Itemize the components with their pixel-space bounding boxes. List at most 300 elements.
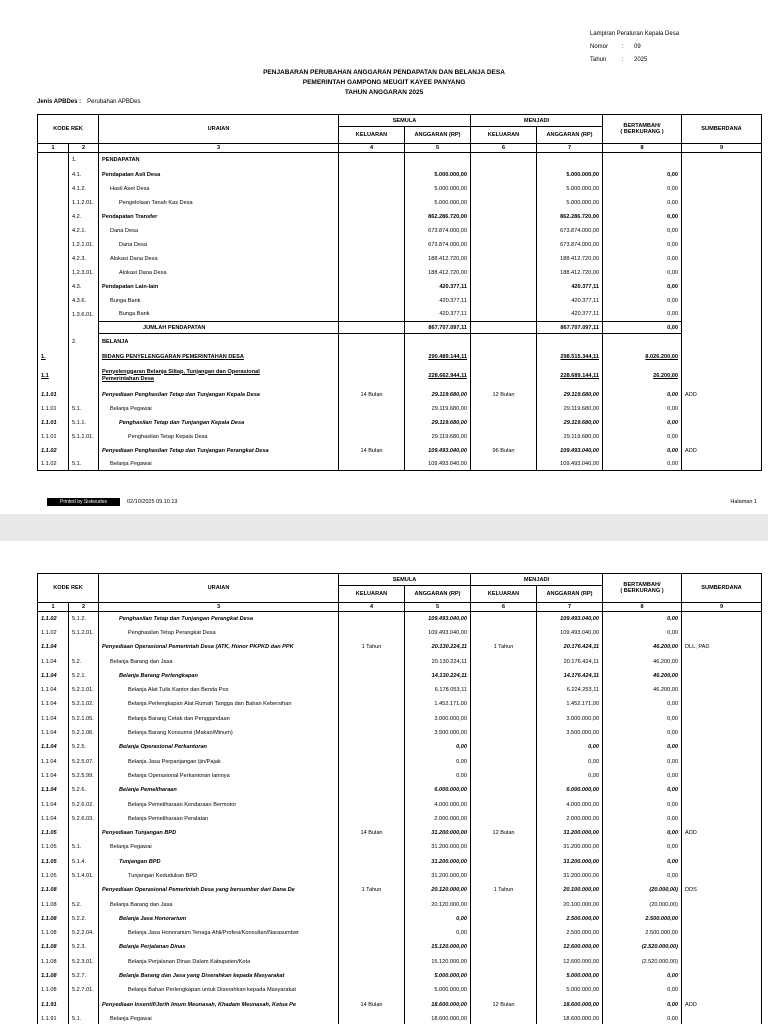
uraian-cell	[99, 364, 339, 388]
uraian-header: URAIAN	[99, 115, 339, 144]
column-number: 6	[471, 144, 537, 153]
uraian-text: PENDAPATAN	[102, 157, 140, 164]
sumberdana	[682, 840, 762, 854]
semula-anggaran: 0,00	[405, 754, 471, 768]
sumberdana	[682, 740, 762, 754]
sumberdana	[682, 812, 762, 826]
menjadi-keluaran	[471, 712, 537, 726]
table-row	[38, 458, 762, 471]
menjadi-anggaran: 29.119.680,00	[537, 402, 603, 416]
kode-rek-b: 1.2.1.01.	[69, 238, 99, 252]
uraian-text: Penyediaan Insentif/Jerih Imum Meunasah, Khadam Meunasah, Ketua Pe	[102, 1001, 296, 1008]
table-row	[38, 869, 762, 883]
column-number: 7	[537, 144, 603, 153]
sumberdana: DLL, PAD	[682, 640, 762, 654]
kode-rek-a: 1.1.04	[38, 712, 69, 726]
kode-rek-a: 1.1.04	[38, 754, 69, 768]
kode-rek-b: 5.1.1.	[69, 416, 99, 430]
menjadi-anggaran: 109.493.040,00	[537, 626, 603, 640]
menjadi-anggaran: 2.500.000,00	[537, 912, 603, 926]
menjadi-anggaran: 3.000.000,00	[537, 712, 603, 726]
uraian-cell	[99, 697, 339, 711]
semula-keluaran: 14 Bulan	[339, 998, 405, 1012]
menjadi-anggaran: 20.176.424,11	[537, 654, 603, 668]
tahun-label: Tahun	[590, 57, 607, 63]
kode-rek-a: 1.1.08	[38, 926, 69, 940]
semula-keluaran: 1 Tahun	[339, 883, 405, 897]
sumberdana	[682, 210, 762, 224]
kode-rek-b: 5.2.1.05.	[69, 712, 99, 726]
bertambah-berkurang: 0,00	[603, 797, 682, 811]
uraian-text: Penghasilan Tetap dan Tunjangan Perangkat Desa	[119, 615, 253, 622]
table-body	[38, 612, 762, 1024]
bertambah-berkurang: 0,00	[603, 444, 682, 458]
table-row	[38, 955, 762, 969]
column-number: 4	[339, 603, 405, 612]
bertambah-berkurang: 0,00	[603, 626, 682, 640]
semula-keluaran	[339, 402, 405, 416]
semula-anggaran: 5.000.000,00	[405, 182, 471, 196]
menjadi-keluaran-header: KELUARAN	[471, 586, 537, 603]
semula-keluaran	[339, 430, 405, 444]
uraian-cell	[99, 926, 339, 940]
semula-keluaran	[339, 350, 405, 364]
semula-keluaran	[339, 654, 405, 668]
semula-keluaran	[339, 334, 405, 350]
uraian-cell	[99, 969, 339, 983]
semula-keluaran	[339, 196, 405, 210]
bertambah-berkurang: 0,00	[603, 983, 682, 997]
column-number: 4	[339, 144, 405, 153]
sumberdana	[682, 869, 762, 883]
menjadi-keluaran: 12 Bulan	[471, 998, 537, 1012]
menjadi-keluaran	[471, 153, 537, 168]
menjadi-keluaran	[471, 669, 537, 683]
menjadi-keluaran	[471, 308, 537, 322]
kode-rek-b	[69, 364, 99, 388]
uraian-cell	[99, 912, 339, 926]
semula-keluaran	[339, 210, 405, 224]
budget-table-page-1	[37, 114, 762, 471]
semula-anggaran: 420.377,11	[405, 308, 471, 322]
kode-rek-a	[38, 266, 69, 280]
bertambah-berkurang: 0,00	[603, 294, 682, 308]
uraian-cell	[99, 783, 339, 797]
semula-anggaran: 188.412.720,00	[405, 266, 471, 280]
semula-keluaran	[339, 940, 405, 954]
uraian-cell	[99, 897, 339, 911]
menjadi-keluaran	[471, 697, 537, 711]
menjadi-keluaran: 1 Tahun	[471, 640, 537, 654]
table-row	[38, 697, 762, 711]
semula-keluaran	[339, 712, 405, 726]
uraian-cell	[99, 683, 339, 697]
bertambah-berkurang: 0,00	[603, 210, 682, 224]
sumberdana	[682, 294, 762, 308]
bertambah-berkurang: 0,00	[603, 855, 682, 869]
kode-rek-b: 5.2.6.03.	[69, 812, 99, 826]
table-row	[38, 626, 762, 640]
menjadi-keluaran	[471, 458, 537, 471]
uraian-text: Belanja Alat Tulis Kantor dan Benda Pos	[128, 687, 229, 694]
semula-anggaran: 228.662.944,11	[405, 364, 471, 388]
semula-keluaran	[339, 669, 405, 683]
kode-rek-a: 1.1.08	[38, 897, 69, 911]
semula-keluaran	[339, 294, 405, 308]
kode-rek-b: 5.2.3.	[69, 940, 99, 954]
kode-rek-b: 5.2.1.06.	[69, 726, 99, 740]
uraian-cell	[99, 168, 339, 182]
kode-rek-a	[38, 196, 69, 210]
kode-rek-b: 5.1.	[69, 1012, 99, 1024]
table-row	[38, 444, 762, 458]
menjadi-keluaran	[471, 912, 537, 926]
menjadi-anggaran: 2.500.000,00	[537, 926, 603, 940]
column-number: 2	[69, 603, 99, 612]
bertambah-header	[603, 115, 682, 144]
uraian-cell	[99, 224, 339, 238]
menjadi-keluaran	[471, 266, 537, 280]
semula-anggaran: 6.178.053,11	[405, 683, 471, 697]
column-number: 7	[537, 603, 603, 612]
sumberdana: ADD	[682, 388, 762, 402]
bertambah-berkurang: 0,00	[603, 740, 682, 754]
menjadi-keluaran	[471, 350, 537, 364]
menjadi-keluaran	[471, 294, 537, 308]
semula-anggaran: 31.200.000,00	[405, 840, 471, 854]
uraian-cell	[99, 812, 339, 826]
menjadi-anggaran: 31.200.000,00	[537, 826, 603, 840]
menjadi-keluaran	[471, 840, 537, 854]
semula-anggaran: 420.377,11	[405, 294, 471, 308]
table-row	[38, 224, 762, 238]
menjadi-keluaran	[471, 182, 537, 196]
menjadi-keluaran	[471, 654, 537, 668]
sumberdana: DDS	[682, 883, 762, 897]
semula-anggaran: 109.493.040,00	[405, 626, 471, 640]
semula-keluaran	[339, 224, 405, 238]
uraian-cell	[99, 334, 339, 350]
uraian-cell	[99, 797, 339, 811]
sumberdana: ADD	[682, 444, 762, 458]
bertambah-berkurang: 2.500.000,00	[603, 926, 682, 940]
sumberdana	[682, 697, 762, 711]
bertambah-label: BERTAMBAH/	[623, 123, 661, 129]
kode-rek-b: 5.2.5.99.	[69, 769, 99, 783]
tahun-line	[590, 56, 647, 64]
semula-keluaran: 1 Tahun	[339, 640, 405, 654]
kode-rek-a: 1.1.08	[38, 883, 69, 897]
table-row	[38, 350, 762, 364]
semula-anggaran: 5.000.000,00	[405, 969, 471, 983]
semula-anggaran: 109.493.040,00	[405, 612, 471, 626]
uraian-text: Tunjangan Kedudukan BPD	[128, 872, 198, 879]
table-row	[38, 726, 762, 740]
semula-keluaran: 14 Bulan	[339, 444, 405, 458]
bertambah-berkurang: 0,00	[603, 969, 682, 983]
semula-keluaran	[339, 912, 405, 926]
bertambah-berkurang: 0,00	[603, 252, 682, 266]
menjadi-anggaran: 29.119.680,00	[537, 388, 603, 402]
uraian-text: Penghasilan Tetap Kepala Desa	[128, 433, 208, 440]
uraian-cell	[99, 416, 339, 430]
semula-anggaran: 3.500.000,00	[405, 726, 471, 740]
bertambah-berkurang: 2.500.000,00	[603, 912, 682, 926]
kode-rek-b	[69, 444, 99, 458]
semula-keluaran	[339, 754, 405, 768]
menjadi-keluaran	[471, 740, 537, 754]
menjadi-anggaran: 5.000.000,00	[537, 196, 603, 210]
semula-keluaran	[339, 726, 405, 740]
menjadi-keluaran	[471, 969, 537, 983]
government-name: PEMERINTAH GAMPONG MEUGIT KAYEE PANYANG	[302, 79, 466, 86]
semula-anggaran: 5.000.000,00	[405, 196, 471, 210]
table-row	[38, 416, 762, 430]
menjadi-anggaran: 5.000.000,00	[537, 969, 603, 983]
berkurang-label: ( BERKURANG )	[620, 588, 664, 594]
semula-keluaran	[339, 612, 405, 626]
uraian-text: Bunga Bank	[110, 297, 141, 304]
report-page-2	[0, 541, 768, 1024]
sumberdana	[682, 754, 762, 768]
semula-header: SEMULA	[339, 574, 471, 586]
semula-keluaran	[339, 238, 405, 252]
uraian-cell	[99, 640, 339, 654]
menjadi-keluaran	[471, 897, 537, 911]
uraian-text: JUMLAH PENDAPATAN	[143, 324, 206, 331]
sumberdana	[682, 769, 762, 783]
table-row	[38, 252, 762, 266]
menjadi-anggaran: 109.493.040,00	[537, 612, 603, 626]
uraian-text: Belanja Pegawai	[110, 405, 152, 412]
uraian-text: BIDANG PENYELENGGARAN PEMERINTAHAN DESA	[102, 353, 244, 360]
menjadi-keluaran	[471, 626, 537, 640]
table-row	[38, 812, 762, 826]
menjadi-anggaran: 6.000.000,00	[537, 783, 603, 797]
menjadi-keluaran	[471, 812, 537, 826]
semula-anggaran: 29.119.680,00	[405, 430, 471, 444]
menjadi-keluaran	[471, 797, 537, 811]
semula-keluaran	[339, 252, 405, 266]
sumberdana	[682, 402, 762, 416]
sumberdana	[682, 683, 762, 697]
kode-rek-a: 1.1.04	[38, 797, 69, 811]
uraian-text: Belanja Bahan Perlengkapan untuk Diserahkan kepada Masyarakat	[128, 987, 296, 994]
table-row	[38, 883, 762, 897]
uraian-cell	[99, 855, 339, 869]
table-row	[38, 308, 762, 322]
bertambah-berkurang: (2.520.000,00)	[603, 940, 682, 954]
table-header	[38, 115, 762, 153]
jenis-value: Perubahan APBDes	[87, 99, 141, 105]
kode-rek-a: 1.1.04	[38, 769, 69, 783]
bertambah-berkurang: 46.200,00	[603, 669, 682, 683]
bertambah-berkurang: 0,00	[603, 182, 682, 196]
table-row	[38, 926, 762, 940]
semula-keluaran	[339, 364, 405, 388]
menjadi-keluaran	[471, 612, 537, 626]
kode-rek-a	[38, 168, 69, 182]
semula-anggaran: 1.452.171,00	[405, 697, 471, 711]
column-number: 9	[682, 603, 762, 612]
semula-anggaran: 290.489.144,11	[405, 350, 471, 364]
kode-rek-a: 1.1.04	[38, 640, 69, 654]
menjadi-anggaran: 5.000.000,00	[537, 983, 603, 997]
uraian-cell	[99, 883, 339, 897]
menjadi-anggaran: 188.412.720,00	[537, 252, 603, 266]
semula-keluaran	[339, 697, 405, 711]
sumberdana	[682, 626, 762, 640]
semula-keluaran	[339, 740, 405, 754]
uraian-text: Belanja Barang dan Jasa yang Diserahkan kepada Masyarakat	[119, 973, 285, 980]
kode-rek-b: 5.2.6.	[69, 783, 99, 797]
semula-anggaran	[405, 334, 471, 350]
kode-rek-a	[38, 322, 69, 334]
kode-rek-a: 1.1.01	[38, 416, 69, 430]
column-number: 3	[99, 603, 339, 612]
uraian-text: Belanja Barang dan Jasa	[110, 901, 173, 908]
kode-rek-b	[69, 883, 99, 897]
bertambah-label: BERTAMBAH/	[623, 582, 661, 588]
uraian-cell	[99, 210, 339, 224]
menjadi-anggaran: 31.200.000,00	[537, 869, 603, 883]
semula-anggaran: 109.493.040,00	[405, 444, 471, 458]
uraian-text: Pendapatan Transfer	[102, 213, 158, 220]
table-row	[38, 826, 762, 840]
uraian-text: Dana Desa	[110, 227, 138, 234]
sumberdana	[682, 416, 762, 430]
kode-rek-b	[69, 640, 99, 654]
menjadi-anggaran: 109.493.040,00	[537, 444, 603, 458]
menjadi-anggaran: 18.600.000,00	[537, 998, 603, 1012]
column-number: 8	[603, 603, 682, 612]
semula-anggaran: 4.000.000,00	[405, 797, 471, 811]
menjadi-anggaran: 867.707.097,11	[537, 322, 603, 334]
sumberdana	[682, 168, 762, 182]
uraian-cell	[99, 238, 339, 252]
uraian-text: Penyediaan Tunjangan BPD	[102, 830, 177, 837]
uraian-text: BELANJA	[102, 338, 129, 345]
sumberdana	[682, 855, 762, 869]
sumberdana	[682, 1012, 762, 1024]
table-header	[38, 574, 762, 612]
uraian-cell	[99, 983, 339, 997]
kode-rek-b: 5.2.2.04.	[69, 926, 99, 940]
kode-rek-header: KODE REK	[38, 574, 99, 603]
bertambah-berkurang: 0,00	[603, 783, 682, 797]
bertambah-berkurang: 0,00	[603, 322, 682, 334]
menjadi-header: MENJADI	[471, 115, 603, 127]
menjadi-keluaran-header: KELUARAN	[471, 127, 537, 144]
menjadi-anggaran: 0,00	[537, 769, 603, 783]
kode-rek-a: 1.1.04	[38, 740, 69, 754]
printed-by-badge: Printed by Siskeudes	[47, 498, 120, 506]
kode-rek-a: 1.1.02	[38, 444, 69, 458]
uraian-text: Belanja Barang dan Jasa	[110, 658, 173, 665]
uraian-text: Belanja Pemeliharaan Peralatan	[128, 815, 209, 822]
kode-rek-a: 1.1.08	[38, 912, 69, 926]
uraian-text: Pendapatan Lain-lain	[102, 283, 159, 290]
bertambah-berkurang: (2.520.000,00)	[603, 955, 682, 969]
uraian-text: Belanja Pegawai	[110, 460, 152, 467]
uraian-text: Penyediaan Penghasilan Tetap dan Tunjangan Kepala Desa	[102, 391, 260, 398]
uraian-text: Dana Desa	[119, 241, 147, 248]
menjadi-anggaran: 673.874.000,00	[537, 238, 603, 252]
semula-anggaran: 6.000.000,00	[405, 783, 471, 797]
bertambah-berkurang: 0,00	[603, 869, 682, 883]
semula-keluaran: 14 Bulan	[339, 388, 405, 402]
semula-anggaran: 18.600.000,00	[405, 998, 471, 1012]
kode-rek-a	[38, 224, 69, 238]
bertambah-berkurang: 0,00	[603, 697, 682, 711]
menjadi-anggaran: 29.119.680,00	[537, 430, 603, 444]
sumberdana	[682, 322, 762, 334]
kode-rek-b: 5.2.5.	[69, 740, 99, 754]
table-row	[38, 266, 762, 280]
nomor-line	[590, 43, 641, 51]
semula-anggaran: 0,00	[405, 912, 471, 926]
sumberdana	[682, 196, 762, 210]
table-row	[38, 1012, 762, 1024]
menjadi-anggaran: 298.515.344,11	[537, 350, 603, 364]
table-row	[38, 388, 762, 402]
kode-rek-b: 4.3.6.	[69, 294, 99, 308]
table-row	[38, 840, 762, 854]
semula-keluaran	[339, 280, 405, 294]
sumberdana	[682, 308, 762, 322]
uraian-text: Bunga Bank	[119, 311, 150, 318]
kode-rek-b: 4.3.	[69, 280, 99, 294]
uraian-cell	[99, 669, 339, 683]
kode-rek-b: 5.2.1.02.	[69, 697, 99, 711]
uraian-cell	[99, 294, 339, 308]
kode-rek-a: 1.1.01	[38, 430, 69, 444]
menjadi-anggaran	[537, 153, 603, 168]
uraian-text: Belanja Perjalanan Dinas Dalam Kabupaten/Kota	[128, 958, 251, 965]
sumberdana-header: SUMBERDANA	[682, 574, 762, 603]
nomor-value: 09	[634, 44, 641, 50]
bertambah-berkurang: 0,00	[603, 308, 682, 322]
menjadi-anggaran: 12.600.000,00	[537, 955, 603, 969]
bertambah-berkurang: (20.000,00)	[603, 883, 682, 897]
menjadi-keluaran	[471, 196, 537, 210]
uraian-cell	[99, 769, 339, 783]
bertambah-berkurang: 0,00	[603, 168, 682, 182]
table-row	[38, 769, 762, 783]
semula-keluaran	[339, 458, 405, 471]
menjadi-anggaran: 14.176.424,11	[537, 669, 603, 683]
kode-rek-a: 1.1.01	[38, 402, 69, 416]
uraian-text: Alokasi Dana Desa	[119, 269, 167, 276]
uraian-cell	[99, 430, 339, 444]
report-title: PENJABARAN PERUBAHAN ANGGARAN PENDAPATAN DAN BELANJA DESA	[263, 69, 505, 76]
print-timestamp: 02/10/2025 09.10.13	[127, 499, 178, 505]
kode-rek-b: 5.2.6.02.	[69, 797, 99, 811]
semula-anggaran: 18.600.000,00	[405, 1012, 471, 1024]
uraian-text: Belanja Pegawai	[110, 844, 152, 851]
semula-anggaran: 673.874.000,00	[405, 238, 471, 252]
bertambah-berkurang: 0,00	[603, 754, 682, 768]
sumberdana	[682, 912, 762, 926]
menjadi-anggaran: 31.200.000,00	[537, 840, 603, 854]
menjadi-keluaran	[471, 869, 537, 883]
fiscal-year: TAHUN ANGGARAN 2025	[344, 89, 424, 96]
menjadi-anggaran: 862.286.720,00	[537, 210, 603, 224]
semula-anggaran-header: ANGGARAN (RP)	[405, 586, 471, 603]
menjadi-keluaran: 12 Bulan	[471, 388, 537, 402]
jenis-label: Jenis APBDes :	[37, 99, 82, 105]
menjadi-anggaran: 4.000.000,00	[537, 797, 603, 811]
